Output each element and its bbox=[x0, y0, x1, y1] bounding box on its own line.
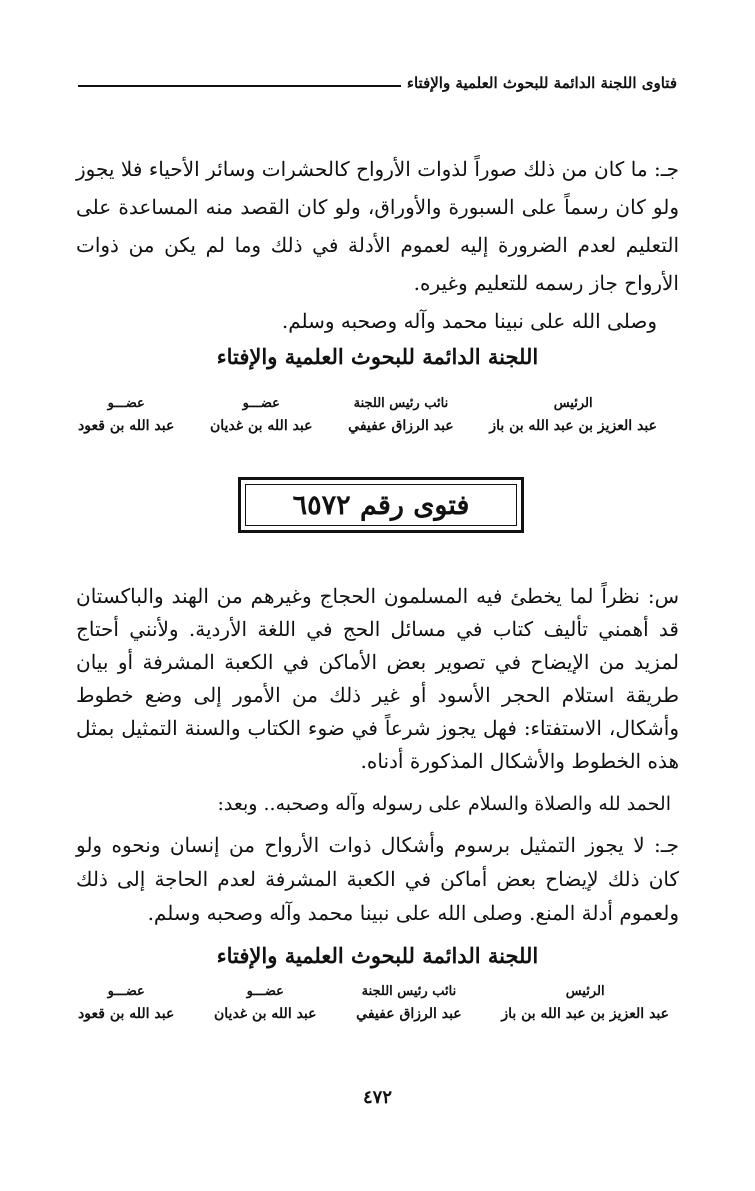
signature-name: عبد العزيز بن عبد الله بن باز bbox=[489, 418, 657, 434]
answer-1-text: جـ: ما كان من ذلك صوراً لذوات الأرواح كالحشرات وسائر الأحياء فلا يجوز ولو كان رسماً على السبورة والأوراق، ولو كان القصد منه المساعدة على التعليم لعدم الضرورة إليه لعموم الأدلة في ذلك وما لم يكن من ذوات الأرواح جاز رسمه للتعليم وغيره. bbox=[76, 157, 679, 295]
committee-1-title: اللجنة الدائمة للبحوث العلمية والإفتاء bbox=[216, 344, 539, 369]
running-title: فتاوى اللجنة الدائمة للبحوث العلمية والإفتاء bbox=[406, 74, 677, 92]
signature-name: عبد الرزاق عفيفي bbox=[356, 1006, 462, 1022]
signature-president bbox=[489, 394, 657, 438]
signature-role: نائب رئيس اللجنة bbox=[353, 396, 449, 411]
signature-name: عبد الله بن قعود bbox=[78, 418, 175, 434]
signature-member bbox=[214, 982, 317, 1026]
signature-member bbox=[78, 394, 174, 438]
signature-name: عبد الله بن قعود bbox=[78, 1006, 175, 1022]
page-number: ٤٧٢ bbox=[362, 1087, 392, 1108]
fatwa-number-box bbox=[238, 477, 524, 533]
committee-2-signatures bbox=[78, 982, 669, 1026]
signature-role: الرئيس bbox=[553, 396, 593, 411]
signature-president bbox=[501, 982, 669, 1026]
signature-name: عبد الرزاق عفيفي bbox=[348, 418, 454, 434]
answer-1-salutation: وصلى الله على نبينا محمد وآله وصحبه وسلم. bbox=[281, 309, 657, 333]
header-rule bbox=[78, 85, 401, 87]
answer-2-text bbox=[76, 828, 679, 930]
question-text: س: نظراً لما يخطئ فيه المسلمون الحجاج وغيرهم من الهند والباكستان قد أهمني تأليف كتاب في مسائل الحج في اللغة الأردية. ولأنني أحتاج لمزيد من الإيضاح في تصوير بعض الأماكن في الكعبة المشرفة أو بيان طريقة استلام الحجر الأسود أو غير ذلك من الأمور إلى وضع خطوط وأشكال، الاستفتاء: فهل يجوز شرعاً في ضوء الكتاب والسنة التمثيل بمثل هذه الخطوط والأشكال المذكورة أدناه. bbox=[76, 584, 679, 773]
signature-name: عبد العزيز بن عبد الله بن باز bbox=[501, 1006, 669, 1022]
committee-2-title: اللجنة الدائمة للبحوث العلمية والإفتاء bbox=[216, 943, 539, 968]
signature-role: عضـــو bbox=[107, 984, 145, 999]
signature-vice-president bbox=[348, 394, 453, 438]
signature-role: نائب رئيس اللجنة bbox=[361, 984, 457, 999]
fatwa-number-title: فتوى رقم ٦٥٧٢ bbox=[292, 489, 470, 521]
committee-1-signatures bbox=[78, 394, 657, 438]
answer-2-salutation: وصلى الله على نبينا محمد وآله وصحبه وسلم. bbox=[147, 901, 523, 925]
signature-name: عبد الله بن غديان bbox=[214, 1006, 317, 1022]
signature-member bbox=[210, 394, 313, 438]
answer-2-body: جـ: لا يجوز التمثيل برسوم وأشكال ذوات الأرواح من إنسان ونحوه ولو كان ذلك لإيضاح بعض أماكن في الكعبة المشرفة لعدم الحاجة إلى ذلك ولعموم أدلة المنع. bbox=[76, 833, 679, 925]
signature-role: عضـــو bbox=[246, 984, 284, 999]
signature-member bbox=[78, 982, 174, 1026]
running-header bbox=[78, 68, 677, 92]
signature-name: عبد الله بن غديان bbox=[210, 418, 313, 434]
signature-vice-president bbox=[356, 982, 461, 1026]
signature-role: الرئيس bbox=[565, 984, 605, 999]
signature-role: عضـــو bbox=[107, 396, 145, 411]
answer-2-opening: الحمد لله والصلاة والسلام على رسوله وآله وصحبه.. وبعد: bbox=[217, 793, 671, 815]
signature-role: عضـــو bbox=[242, 396, 280, 411]
